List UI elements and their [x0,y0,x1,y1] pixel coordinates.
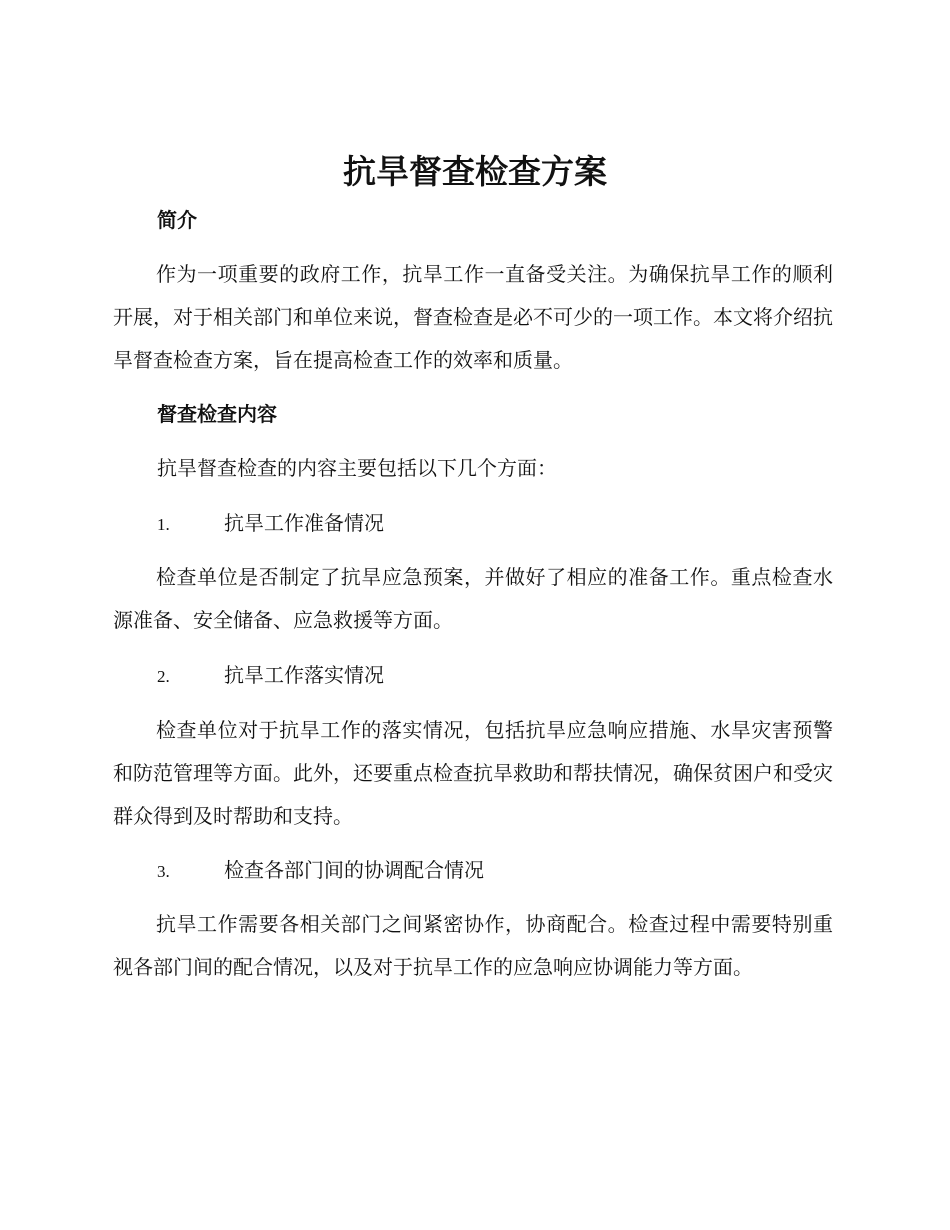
item-2-body: 检查单位对于抗旱工作的落实情况，包括抗旱应急响应措施、水旱灾害预警和防范管理等方面。此外，还要重点检查抗旱救助和帮扶情况，确保贫困户和受灾群众得到及时帮助和支持。 [113,718,833,828]
list-item-title: 抗旱工作落实情况 [224,663,384,687]
content-lead: 抗旱督查检查的内容主要包括以下几个方面： [157,456,557,480]
intro-heading: 简介 [157,208,197,232]
item-1-body: 检查单位是否制定了抗旱应急预案，并做好了相应的准备工作。重点检查水源准备、安全储备、应急救援等方面。 [113,565,833,632]
intro-paragraph: 作为一项重要的政府工作，抗旱工作一直备受关注。为确保抗旱工作的顺利开展，对于相关部门和单位来说，督查检查是必不可少的一项工作。本文将介绍抗旱督查检查方案，旨在提高检查工作的效率和质量。 [113,262,833,372]
list-item-title: 检查各部门间的协调配合情况 [224,858,484,882]
list-item-2 [157,660,384,690]
list-number: 2. [157,667,170,686]
list-item-1 [157,508,384,538]
document-title: 抗旱督查检查方案 [343,152,607,191]
list-item-3 [157,855,484,885]
list-number: 1. [157,515,170,534]
content-heading: 督查检查内容 [157,402,277,426]
list-number: 3. [157,862,170,881]
list-item-title: 抗旱工作准备情况 [224,511,384,535]
item-3-body: 抗旱工作需要各相关部门之间紧密协作，协商配合。检查过程中需要特别重视各部门间的配合情况，以及对于抗旱工作的应急响应协调能力等方面。 [113,912,833,979]
